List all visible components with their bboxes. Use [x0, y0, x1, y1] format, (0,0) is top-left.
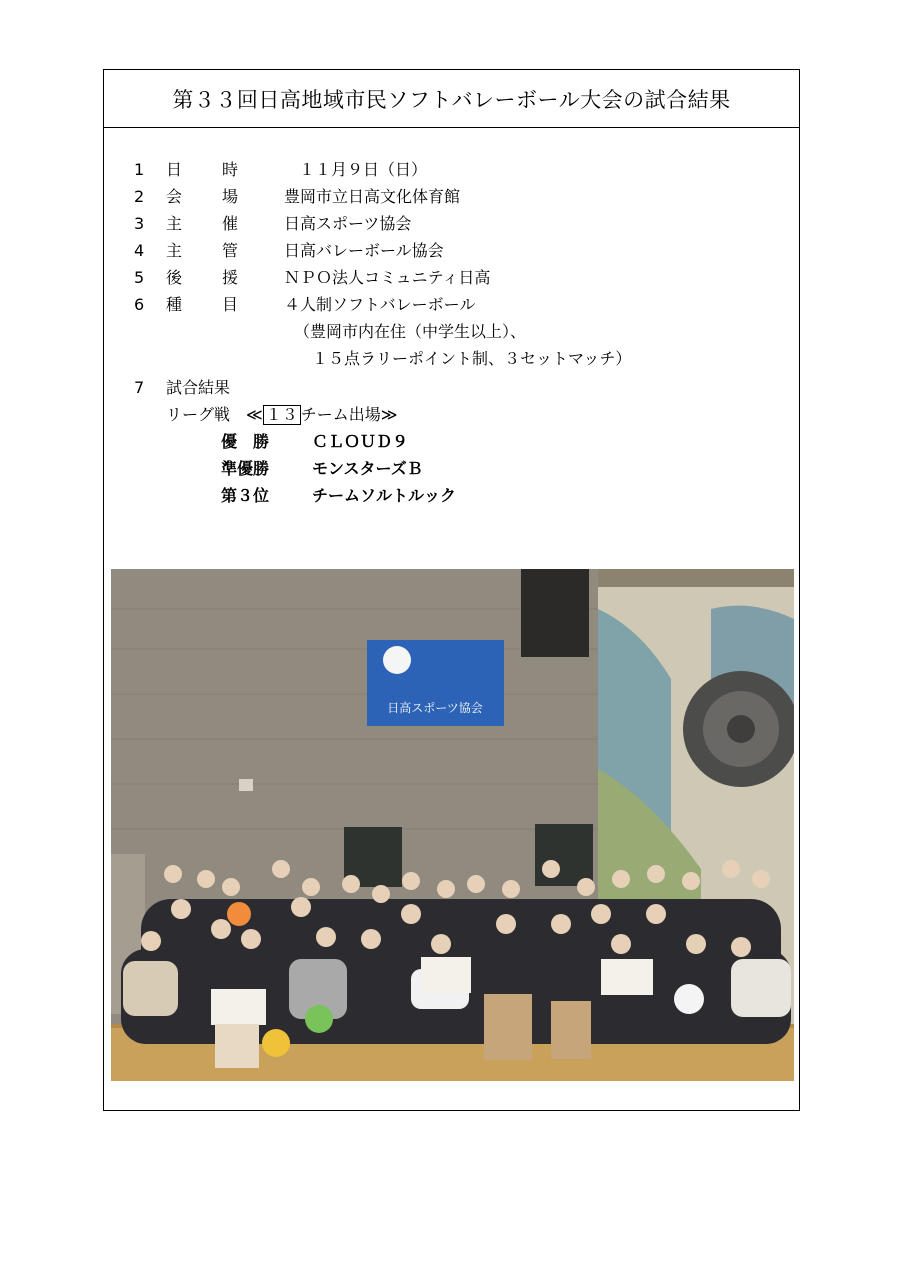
team-count-box: １３ [263, 405, 301, 425]
group-photo [111, 569, 794, 1081]
page-title: 第３３回日高地域市民ソフトバレーボール大会の試合結果 [104, 70, 799, 128]
group-photo-illustration [111, 569, 794, 1081]
banner-text: 日高スポーツ協会 [387, 701, 483, 715]
document-frame: 第３３回日高地域市民ソフトバレーボール大会の試合結果 1 日 時 １１月９日（日） 2 会 場 豊岡市立日高文化体育館 3 主 催 日高スポーツ協会 4 主 管 日高バレーボール協会 5 後 援 ＮＰＯ法人コミュニティ日高 6 種 目 ４人制ソフトバレーボール （豊岡市内在住（中学生以上）、 １５点ラリーポイント制、３セットマッチ） 7 試合結果 リーグ戦 ≪ １３ チーム出場≫ 優 勝 ＣＬＯＵＤ９ 準優勝 モンスターズＢ 第３位 チームソルトルック 日高スポーツ協会 [103, 69, 800, 1111]
